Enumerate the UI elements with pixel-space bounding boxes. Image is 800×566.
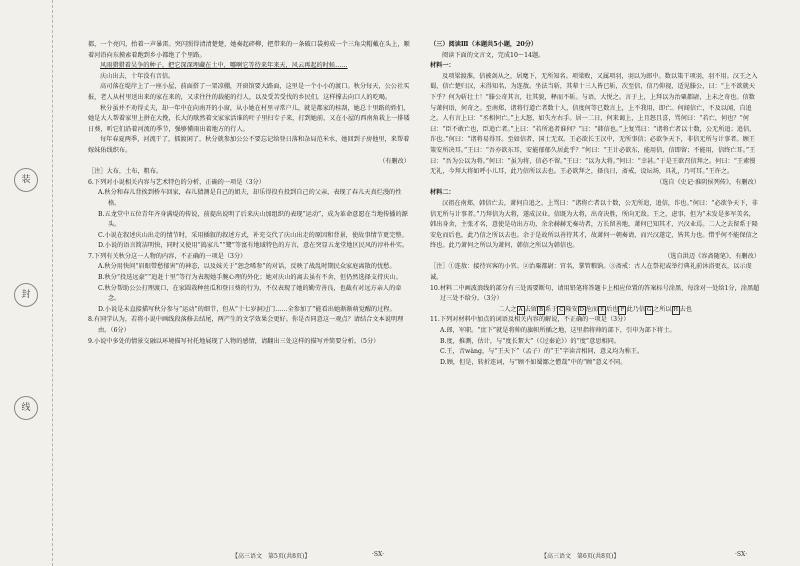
question-8: 8.有同学认为，若将小说中画线段落修去结尾，两产生的文学效果会更好。你是否同意这一观点？请结合文本说明理由。（6分） [88,316,404,335]
segment-text: 而 [591,305,599,313]
option-box-d[interactable]: D [579,306,584,313]
material-1-source: （选自《史记·淮阴侯列传》，有删改） [655,178,760,186]
margin-mark-xian: 线 [14,396,38,420]
question-10: 10.材料二中画波浪线的部分有三处需要断句，请用铅笔将答题卡上相应位置的答案标号涂黑，每涂对一处给1分，涂黑超过三处不给分。（3分） [430,284,760,303]
story-paragraph: 秋分虽并不劝得丈夫，却一年中在向南开的小窗，从小她在村里寻常户儿，就是都家的桂刮，她总十里路的姓们，她是大人帮着家里上拼在大挽，长大的歇然着文家家活谁的叶子里扫专子来，打到她前，又在小屋的西南角栽上一排矮日葵，听它们沿着河流的季节，强够懂雨出着地方的行人。 [88,104,410,133]
segment-text: 去 [679,305,686,313]
source-note: （有删改） [379,157,410,165]
segment-text: 也 [612,305,619,313]
story-paragraph: 都，一个亮闪，抬着一声暴雷。突闪照得清清楚楚，她奏起碎柳，把带来的一条破口袋剪成一个三角尖帽戴在头上，顺着河沿向东摸索着跑到乡小都绝了个里路。 [88,41,410,59]
margin-mark-zhuang: 装 [14,168,38,192]
annotation: ［注］大布，土布，粗布。 [88,168,163,176]
question-6-option-a: A.秋分和春儿背挨到桥车回家，春儿猜测是自己的姐夫，却乐得投有投到自己的父亲，表现了春儿天真烂漫的性格。 [98,189,402,207]
question-11-option-d: D.顾，但是，转折连词，与“顾不如蜀鄙之僧哉”中的“顾”意义不同。 [440,358,627,366]
story-paragraph: 庆山出去，十年没有音信。 [100,72,175,80]
question-9: 9.小说中多处的情景交融以环境描写衬托地展现了人物的感情，请翻出三处这样的描写并简要分析。（5分） [88,337,380,345]
question-7-option-a: A.秋分用快问“眉眼带愁郁害”的神态，以及妹关于“恕念唏参”的对话，反映了战乱时期民众家庭离散的忧愁。 [98,263,396,271]
question-7-option-c: C.秋分帮助公公打理渡口，在家圆栽种丝瓜和登日葵的行为，不仅表现了她的勤劳善良，也截有对远方亲人的牵念。 [98,284,402,303]
page-5-tag: ·SX· [372,551,385,558]
segment-text: 去 [524,305,531,313]
option-box-a[interactable]: A [517,306,525,315]
material-2-source: （选自洪迈《容斋随笔》，有删改） [664,252,760,260]
segment-text: 所 [659,305,666,313]
question-11-option-b: B.度，推测，估计，与“度长絜大”（《过秦论》）的“度”意思相同。 [440,337,621,345]
option-box-e[interactable]: E [600,306,605,313]
option-box-c[interactable]: C [559,306,564,313]
option-box-g[interactable]: G [646,306,652,313]
segment-text: 信 [638,305,646,313]
section-intro: 阅读下面的文言文，完成10～14题。 [442,51,545,59]
margin-mark-feng: 封 [14,283,38,307]
segment-text: 后 [606,305,613,313]
question-11-stem: 11.下列对材料中加点的词语及相关内容的解说，不正确的一项是（3分） [430,316,630,324]
option-box-b[interactable]: B [538,306,543,313]
binding-margin [0,0,53,566]
option-box-f[interactable]: F [618,306,626,315]
material-1-text: 及项梁渡淮，信被剑从之，居麾下，无所知名。项梁败，又属项羽，羽以为郎中。数以策干项羽，羽不用。汉王之入蜀，信亡楚归汉，未得知名，为连敖。坐法当斩，其辈十三人皆已斩，次至信，信乃仰视，适见滕公，曰：“上不欲就天下乎？何为斩壮士！”滕公奇其言，壮其貌，释而不斩。与语，大悦之。言于上，上拜以为治粟都尉，上未之奇也。信数与萧何语，何奇之。至南郑，诸将行道亡者数十人，信度何等已数言上，上不我用，即亡。何闻信亡，不及以闻，自追之。人有言上曰：“丞相何亡。”上大怒，如失左右手。居一二日，何来谒上，上且怒且喜，骂何曰：“若亡，何也？”何曰：“臣不敢亡也，臣追亡者。”上曰：“若所追者谁何？”曰：“韩信也。”上复骂曰：“诸将亡者以十数，公无所追；追信，诈也。”何曰：“诸将易得耳。至如信者，国士无双。王必欲长王汉中，无所事信；必欲争天下，非信无所与计事者。顾王策安所决耳。”王曰：“吾亦欲东耳，安能郁郁久居此乎？”何曰：“王计必欲东，能用信，信即留；不能用，信终亡耳。”王曰：“吾为公以为将。”何曰：“虽为将，信必不留。”王曰：“以为大将。”何曰：“幸甚。”于是王欲召信拜之。何曰：“王素慢无礼，今拜大将如呼小儿耳，此乃信所以去也。王必欲拜之，择良日，斋戒，设坛场，具礼，乃可耳。”王许之。 [430,72,758,176]
segment-text: 于 [551,305,558,313]
question-6-option-c: C.小说在叙述庆山出走的情节时，采用插叙的叙述方式，补充交代了庆山出走的原因和背景，使故事情节更完整。 [98,231,408,239]
segment-text: 之 [653,305,660,313]
segment-text: 也 [685,305,692,313]
segment-text: 以 [665,305,672,313]
question-7-option-d: D.小说是未直接描写秋分参与“运动”的细节，但从“十七岁洞过门……全参加了”能看出她渐渐萌觉醒的过程。 [98,305,396,313]
page-5-column [88,40,410,347]
story-paragraph: 每年春夏两季，河流干了，擂渡闲了，秋分就参加公公不要忘记给登日落和杂局范米水，她回到子房他里，来帮着嫁妹佑线织布。 [88,136,410,154]
page-6-column [430,40,760,368]
segment-text: 危 [585,305,592,313]
page-6-footer: 【高三语文 第6页(共8页)】 [541,553,620,560]
question-7-stem: 7.下列有关秋分这一人物的内容，不正确的一项是（3分） [88,252,247,260]
story-paragraph-underlined: 风雨猎猎着吴争的种子，把它深深埋藏在土中，哪啊它等待来年来天，风云再起的时候…… [100,62,348,70]
question-6-stem: 6.下列对小说相关内容与艺术特色的分析，正确的一项是（3分） [88,178,265,186]
material-2-text: 汉祖在南郑，韩信亡去，萧何自追之。上骂曰：“诸将亡者以十数，公无所追，追信，诈也。”何曰：“必欲争天下，非信无所与计事者。”乃拜信为大将，遂成汉业。信既为大将，出奇决胜，所向无敌。王之，虑事，但为“未发是多军美名，韩出身舍，主张才名，意使是功出方功，余余赫赫无奏功者，万长留善地，萧何已知其才，兴汉业焉。二人之去留系于隆安危而后也，此乃信之所以去也。余于是故所以善待其才，故萧何一朝奏请，而兴汉遂定，皆其力也。惜乎何不能保信之终也。此乃萧何之所以为萧何，韩信之所以为韩信也。 [430,199,758,250]
story-paragraph: 高司落在堤岸上了一座小屋，前面搭了一架凉棚，开窗馆要大路面，这里是一个小小的渡口。秋分每天，公公社买报，老人从村里送出来的家在来的，又求往往的载能的行人，以及受苦受伐的乡民们，这样撑去向口人的吃喝。 [88,83,410,101]
segment-text: 二人之 [498,305,517,313]
page-5-footer: 【高三语文 第5页(共8页)】 [232,553,311,560]
segment-text: 乃 [632,305,639,313]
segment-text: 此 [626,305,633,313]
annotation: ［注］①连敖：接待宾客的小官。②治粟都尉：官名，掌管粮饷。③斋戒：古人在祭祀或举行典礼前沐浴更衣，以示虔诚。 [430,263,752,282]
material-1-title: 材料一： [430,62,455,70]
question-11-option-c: C.王，音wàng，与“王天下”（孟子）的“王”字读音相同，意义均为称王。 [440,348,644,356]
question-6-option-d: D.小说的语言简洁明快，同时又使用“捣家儿”“鹭”等富有地域特色的方言，意在突显五龙堂地区民风的淳朴朴实。 [98,242,409,250]
question-7-option-b: B.秋分“投迭远豪”“追赶十里”等行为表现她手腕心理的外化；她对庆山的离去虽有不舍，但仍然选择支持庆山。 [98,274,402,282]
segment-text: 留 [530,305,537,313]
material-2-title: 材料二： [430,189,455,197]
page-6-tag: ·SX· [735,551,748,558]
section-heading: （三）阅读Ⅲ（本题共5小题，20分） [430,41,538,48]
segment-text: 安 [571,305,578,313]
question-6-option-b: B.五龙堂中五位青年齐身满堤的传说，前提出说明了后来庆山加组织的表现“运动”，成为革命意愿在当地传播的源头。 [98,210,408,229]
question-10-segment-line [430,305,760,316]
option-box-h[interactable]: H [673,306,678,313]
segment-text: 隆 [565,305,572,313]
question-11-option-a: A.郎，军职。“庶下”就是将帅的旗帜所插之地，这里指将帅的部下，引申为部下将士。 [440,327,676,335]
segment-text: 系 [544,305,552,313]
